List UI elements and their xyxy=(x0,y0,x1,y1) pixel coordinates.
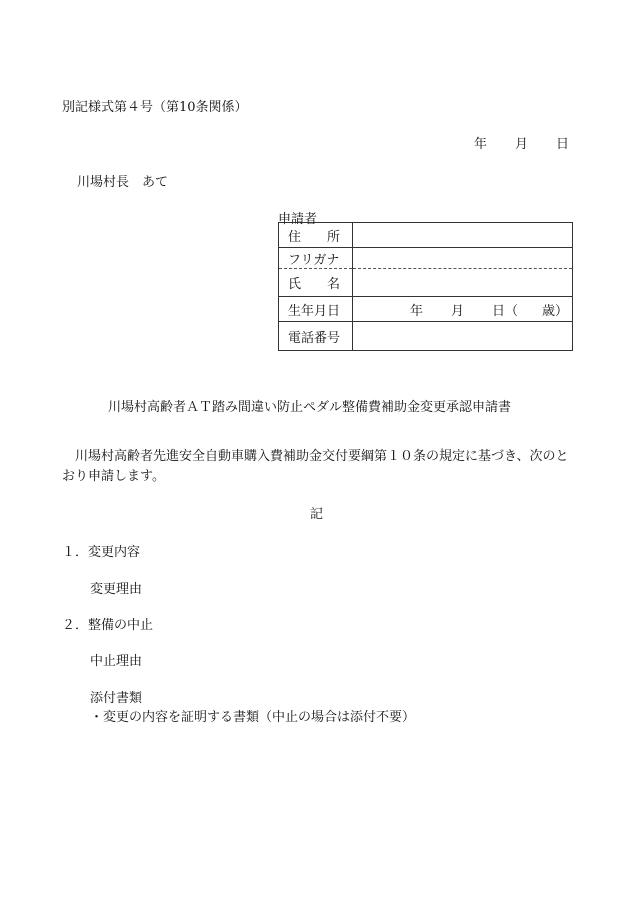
document-title: 川場村高齢者ＡＴ踏み間違い防止ペダル整備費補助金変更承認申請書 xyxy=(108,400,512,415)
date-line xyxy=(474,133,569,152)
attachments-item: ・変更の内容を証明する書類（中止の場合は添付不要） xyxy=(90,710,416,725)
address-label: 住 所 xyxy=(279,223,353,248)
item-1-heading: １．変更内容 xyxy=(62,545,141,560)
name-row xyxy=(279,269,573,297)
birth-label: 生年月日 xyxy=(279,297,353,322)
address-row xyxy=(279,223,573,248)
addressee: 川場村長 あて xyxy=(77,175,169,190)
birth-field[interactable] xyxy=(353,297,573,322)
item-1-sub: 変更理由 xyxy=(90,582,143,597)
phone-row xyxy=(279,322,573,351)
birth-row xyxy=(279,297,573,322)
birth-month: 月 xyxy=(451,303,465,319)
furigana-field[interactable] xyxy=(353,248,573,269)
item-2-sub: 中止理由 xyxy=(90,654,143,669)
furigana-label: フリガナ xyxy=(279,248,353,269)
name-field[interactable] xyxy=(353,269,573,297)
name-label: 氏 名 xyxy=(279,269,353,297)
date-day: 日 xyxy=(556,137,570,152)
form-number: 別記様式第４号（第10条関係） xyxy=(62,100,248,115)
birth-day: 日（ xyxy=(492,303,519,319)
applicant-label: 申請者 xyxy=(278,212,318,227)
furigana-row xyxy=(279,248,573,269)
applicant-table xyxy=(278,222,573,351)
birth-age: 歳） xyxy=(542,303,569,319)
item-2-heading: ２．整備の中止 xyxy=(62,618,154,633)
date-year: 年 xyxy=(474,137,488,152)
body-text: 川場村高齢者先進安全自動車購入費補助金交付要綱第１０条の規定に基づき、次のとおり申請します。 xyxy=(62,449,569,484)
ki-heading: 記 xyxy=(310,507,324,522)
date-month: 月 xyxy=(515,137,529,152)
address-field[interactable] xyxy=(353,223,573,248)
phone-label: 電話番号 xyxy=(279,322,353,351)
phone-field[interactable] xyxy=(353,322,573,351)
birth-year: 年 xyxy=(410,303,424,319)
attachments-heading: 添付書類 xyxy=(90,691,143,706)
